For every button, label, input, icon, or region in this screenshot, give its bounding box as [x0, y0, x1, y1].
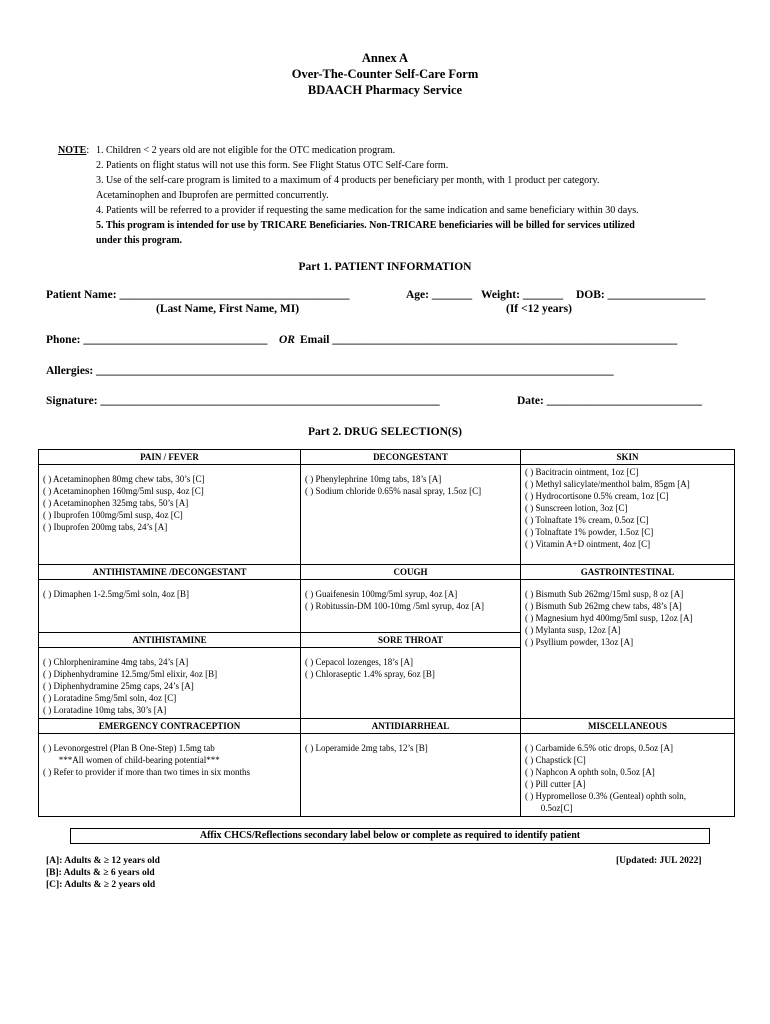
sore-throat-cell [301, 648, 521, 719]
antihistamine-decongestant-list [39, 580, 300, 600]
legend-item: [C]: Adults & ≥ 2 years old [46, 880, 156, 890]
drug-option[interactable]: ( ) Bacitracin ointment, 1oz [C] [525, 467, 639, 477]
note-item: 1. Children < 2 years old are not eligible for the OTC medication program. [96, 145, 396, 156]
miscellaneous-cell [521, 734, 735, 817]
drug-option[interactable]: ( ) Carbamide 6.5% otic drops, 0.5oz [A] [525, 743, 673, 753]
drug-option[interactable]: ( ) Loratadine 5mg/5ml soln, 4oz [C] [43, 693, 177, 703]
drug-option[interactable]: ( ) Tolnaftate 1% powder, 1.5oz [C] [525, 527, 654, 537]
drug-option[interactable]: ( ) Sodium chloride 0.65% nasal spray, 1.5oz [C] [305, 486, 482, 496]
drug-option[interactable]: ( ) Sunscreen lotion, 3oz [C] [525, 503, 628, 513]
drug-option[interactable]: ( ) Magnesium hyd 400mg/5ml susp, 12oz [A] [525, 613, 693, 623]
note-item: 2. Patients on flight status will not use this form. See Flight Status OTC Self-Care form. [96, 160, 449, 171]
drug-option[interactable]: ( ) Ibuprofen 200mg tabs, 24’s [A] [43, 522, 168, 532]
drug-option[interactable]: ( ) Robitussin-DM 100-10mg /5ml syrup, 4oz [A] [305, 601, 484, 611]
pain-fever-cell [39, 465, 301, 565]
drug-option[interactable]: ( ) Pill cutter [A] [525, 779, 586, 789]
antihistamine-list [39, 648, 300, 716]
weight-hint: (If <12 years) [506, 303, 572, 315]
category-sore-throat: SORE THROAT [301, 633, 521, 648]
note-list [96, 143, 736, 248]
skin-list [521, 465, 734, 550]
emergency-contraception-cell [39, 734, 301, 817]
name-hint: (Last Name, First Name, MI) [156, 303, 300, 315]
email-field[interactable]: Email ____________________________________________________________ [300, 334, 678, 346]
drug-option[interactable]: ( ) Psyllium powder, 13oz [A] [525, 637, 634, 647]
drug-option[interactable]: ( ) Naphcon A ophth soln, 0.5oz [A] [525, 767, 655, 777]
drug-option[interactable]: ( ) Loperamide 2mg tabs, 12’s [B] [305, 743, 428, 753]
drug-option[interactable]: ( ) Methyl salicylate/menthol balm, 85gm [A] [525, 479, 690, 489]
or-label: OR [279, 334, 295, 346]
affix-label-box: Affix CHCS/Reflections secondary label below or complete as required to identify patient [70, 828, 710, 844]
dob-field[interactable]: DOB: _________________ [576, 289, 706, 301]
drug-option[interactable]: ( ) Mylanta susp, 12oz [A] [525, 625, 621, 635]
note-item: Acetaminophen and Ibuprofen are permitted concurrently. [96, 190, 329, 201]
service-title: BDAACH Pharmacy Service [307, 83, 463, 97]
drug-option[interactable]: ( ) Acetaminophen 325mg tabs, 50’s [A] [43, 498, 189, 508]
weight-field[interactable]: Weight: _______ [481, 289, 564, 301]
legend-item: [B]: Adults & ≥ 6 years old [46, 868, 155, 878]
note-label: NOTE: [58, 145, 90, 156]
category-pain-fever: PAIN / FEVER [39, 450, 301, 465]
note-item: 4. Patients will be referred to a provider if requesting the same medication for the same indication and same beneficiary within 30 days. [96, 205, 639, 216]
age-field[interactable]: Age: _______ [406, 289, 473, 301]
antidiarrheal-cell [301, 734, 521, 817]
category-cough: COUGH [301, 565, 521, 580]
note-item: 3. Use of the self-care program is limited to a maximum of 4 products per beneficiary per month, with 1 product per category. [96, 175, 600, 186]
patient-name-field[interactable]: Patient Name: ________________________________________ [46, 289, 350, 301]
drug-option[interactable]: ( ) Hypromellose 0.3% (Genteal) ophth soln, [525, 791, 686, 801]
drug-option[interactable]: ( ) Cepacol lozenges, 18’s [A] [305, 657, 413, 667]
skin-cell [521, 465, 735, 565]
drug-option[interactable]: ( ) Chapstick [C] [525, 755, 586, 765]
pain-fever-list [39, 465, 300, 533]
drug-option[interactable]: ( ) Bismuth Sub 262mg chew tabs, 48’s [A] [525, 601, 682, 611]
drug-selection-table [38, 449, 735, 817]
antihistamine-cell [39, 648, 301, 719]
category-antidiarrheal: ANTIDIARRHEAL [301, 719, 521, 734]
drug-option-note: ***All women of child-bearing potential*** [43, 755, 220, 765]
cough-list [301, 580, 520, 612]
drug-option-continuation: 0.5oz[C] [525, 803, 573, 813]
age-legend [46, 855, 160, 891]
drug-option[interactable]: ( ) Chlorpheniramine 4mg tabs, 24’s [A] [43, 657, 189, 667]
drug-option[interactable]: ( ) Bismuth Sub 262mg/15ml susp, 8 oz [A] [525, 589, 684, 599]
drug-option[interactable]: ( ) Phenylephrine 10mg tabs, 18’s [A] [305, 474, 442, 484]
drug-option[interactable]: ( ) Refer to provider if more than two times in six months [43, 767, 250, 777]
decongestant-list [301, 465, 520, 497]
drug-option[interactable]: ( ) Hydrocortisone 0.5% cream, 1oz [C] [525, 491, 669, 501]
drug-option[interactable]: ( ) Diphenhydramine 25mg caps, 24’s [A] [43, 681, 194, 691]
antihistamine-decongestant-cell [39, 580, 301, 633]
category-miscellaneous: MISCELLANEOUS [521, 719, 735, 734]
drug-option[interactable]: ( ) Levonorgestrel (Plan B One-Step) 1.5mg tab [43, 743, 215, 753]
category-emergency-contraception: EMERGENCY CONTRACEPTION [39, 719, 301, 734]
drug-option[interactable]: ( ) Dimaphen 1-2.5mg/5ml soln, 4oz [B] [43, 589, 189, 599]
gastrointestinal-list [521, 580, 734, 648]
updated-date: [Updated: JUL 2022] [616, 856, 702, 866]
sore-throat-list [301, 648, 520, 680]
emergency-contraception-list [39, 734, 300, 778]
drug-option[interactable]: ( ) Acetaminophen 80mg chew tabs, 30’s [C] [43, 474, 205, 484]
drug-option[interactable]: ( ) Vitamin A+D ointment, 4oz [C] [525, 539, 651, 549]
form-title: Over-The-Counter Self-Care Form [291, 67, 479, 81]
date-field[interactable]: Date: ___________________________ [517, 395, 702, 407]
legend-item: [A]: Adults & ≥ 12 years old [46, 856, 160, 866]
gastrointestinal-cell [521, 580, 735, 719]
drug-option[interactable]: ( ) Ibuprofen 100mg/5ml susp, 4oz [C] [43, 510, 183, 520]
part2-title: Part 2. DRUG SELECTION(S) [308, 426, 462, 438]
category-antihistamine: ANTIHISTAMINE [39, 633, 301, 648]
category-skin: SKIN [521, 450, 735, 465]
category-gastrointestinal: GASTROINTESTINAL [521, 565, 735, 580]
note-item: under this program. [96, 235, 183, 246]
drug-option[interactable]: ( ) Guaifenesin 100mg/5ml syrup, 4oz [A] [305, 589, 458, 599]
annex-title: Annex A [361, 51, 409, 65]
note-item: 5. This program is intended for use by TRICARE Beneficiaries. Non-TRICARE beneficiaries will be billed for services utilized [96, 220, 635, 231]
allergies-field[interactable]: Allergies: __________________________________________________________________________________________ [46, 365, 614, 377]
drug-option[interactable]: ( ) Chloraseptic 1.4% spray, 6oz [B] [305, 669, 435, 679]
drug-option[interactable]: ( ) Tolnaftate 1% cream, 0.5oz [C] [525, 515, 649, 525]
category-antihistamine-decongestant: ANTIHISTAMINE /DECONGESTANT [39, 565, 301, 580]
phone-field[interactable]: Phone: ________________________________ [46, 334, 268, 346]
part1-title: Part 1. PATIENT INFORMATION [298, 261, 472, 273]
decongestant-cell [301, 465, 521, 565]
drug-option[interactable]: ( ) Loratadine 10mg tabs, 30’s [A] [43, 705, 167, 715]
cough-cell [301, 580, 521, 633]
drug-option[interactable]: ( ) Acetaminophen 160mg/5ml susp, 4oz [C] [43, 486, 204, 496]
miscellaneous-list [521, 734, 734, 814]
signature-field[interactable]: Signature: ___________________________________________________________ [46, 395, 440, 407]
category-decongestant: DECONGESTANT [301, 450, 521, 465]
antidiarrheal-list [301, 734, 520, 754]
drug-option[interactable]: ( ) Diphenhydramine 12.5mg/5ml elixir, 4oz [B] [43, 669, 218, 679]
